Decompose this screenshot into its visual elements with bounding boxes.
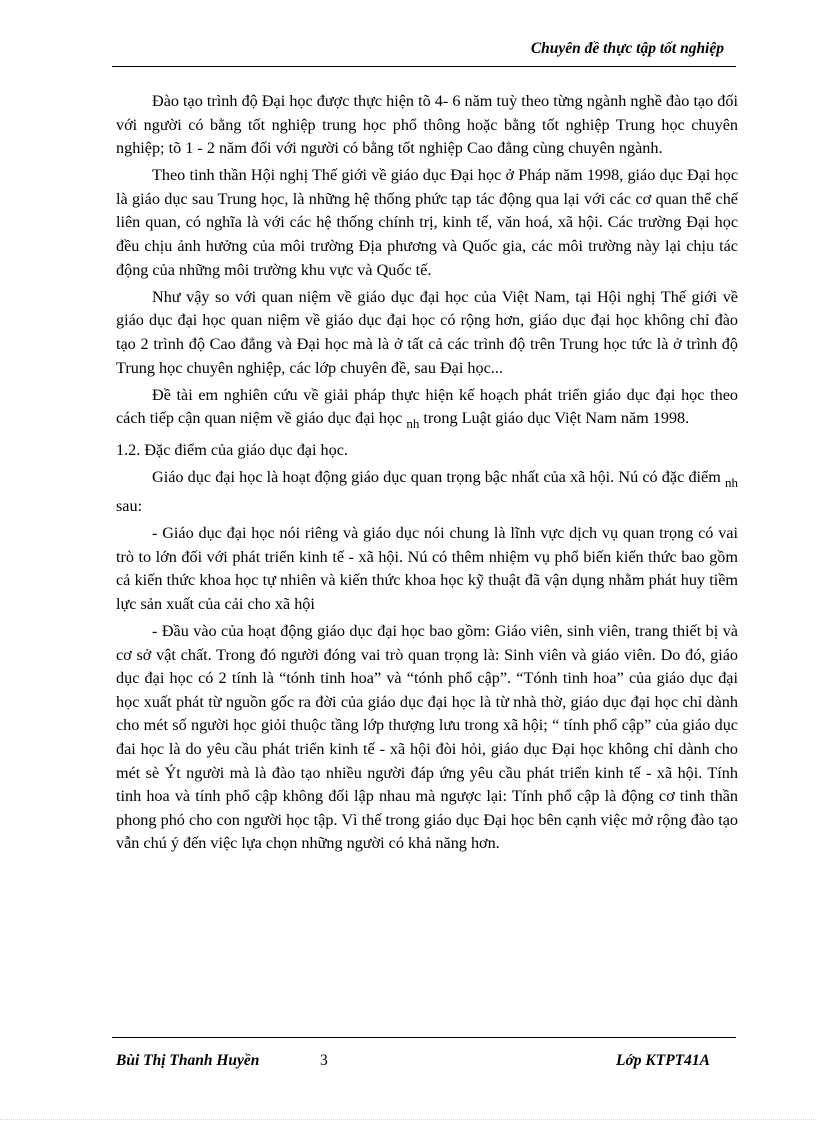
paragraph-5-text-b: sau: [116, 497, 143, 515]
subscript-mark: nh [406, 416, 420, 432]
paragraph-5 [116, 466, 738, 518]
document-body [116, 90, 738, 859]
subscript-mark: nh [725, 475, 739, 491]
header-divider [112, 66, 736, 67]
paragraph-4-text-a: Đề tài em nghiên cứu về giải pháp thực hiện kế hoạch phát triển giáo dục đại học theo cách tiếp cận quan niệm về giáo dục đại học [116, 385, 738, 428]
page-number: 3 [320, 1052, 328, 1069]
footer-class-label: Lớp KTPT41A [616, 1052, 710, 1069]
footer-divider [112, 1037, 736, 1038]
footer-author: Bùi Thị Thanh Huyền [116, 1052, 260, 1069]
paragraph-4-text-b: trong Luật giáo dục Việt Nam [423, 409, 617, 428]
paragraph-2: Theo tinh thần Hội nghị Thế giới về giáo dục Đại học ở Pháp năm 1998, giáo dục Đại học là giáo dục sau Trung học, là những hệ thống phức tạp tác động qua lại với các cơ quan thể chế liên quan, có nghĩa là với các hệ thống chính trị, kinh tế, văn hoá, xã hội. Các trường Đại học đều chịu ảnh hưởng của môi trường Địa phương và Quốc gia, các môi trường này lại chịu tác động của những môi trường khu vực và Quốc tế. [116, 166, 738, 279]
paragraph-7: - Đầu vào của hoạt động giáo dục đại học bao gồm: Giáo viên, sinh viên, trang thiết bị và cơ sở vật chất. Trong đó người đóng vai trò quan trọng là: Sinh viên và giáo viên. Do đó, giáo dục đại học có 2 tính là “tónh tinh hoa” và “tónh phổ cập”. “Tónh tinh hoa” của giáo dục đại học xuất phát từ nguồn gốc ra đời của giáo dục đại học là từ nhà thờ, giáo dục đại học chỉ dành cho mét số người học giỏi thuộc tầng lớp thượng lưu trong xã hội; “ tính phổ cập” của giáo dục đai học là do yêu cầu phát triển kinh tế - xã hội đòi hỏi, giáo dục Đại học không chỉ dành cho mét sè Ýt người mà là đào tạo nhiều người đáp ứng yêu cầu phát triển kinh tế - xã hội. Tính tinh hoa và tính phổ cập không đối lập nhau mà ngược lại: Tính phổ cập là động cơ tinh thần phong phó cho con người học tập. Vì thế trong giáo dục Đại học bên cạnh việc mở rộng đào tạo vẫn chú ý đến việc lựa chọn những người có khả năng hơn. [116, 621, 738, 853]
section-heading: 1.2. Đặc điểm của giáo dục đại học. [116, 441, 348, 460]
paragraph-6: - Giáo dục đại học nói riêng và giáo dục nói chung là lĩnh vực dịch vụ quan trọng có vai trò to lớn đối với phát triển kinh tế - xã hội. Nú có thêm nhiệm vụ phổ biến kiến thức bao gồm cả kiến thức khoa học tự nhiên và kiến thức khoa học kỹ thuật đã vận dụng nhằm phát huy tiềm lực sản xuất của cải cho xã hội [116, 524, 738, 613]
paragraph-4 [116, 384, 738, 436]
paragraph-4-text-c: năm 1998. [620, 409, 690, 428]
paragraph-1: Đào tạo trình độ Đại học được thực hiện tõ 4- 6 năm tuỳ theo từng ngành nghề đào tạo đối với người có bằng tốt nghiệp trung học phổ thông hoặc bằng tốt nghiệp Trung học chuyên nghiệp; tõ 1 - 2 năm đối với người có bằng tốt nghiệp Cao đẳng cùng chuyên ngành. [116, 92, 738, 158]
header-title: Chuyên đề thực tập tốt nghiệp [530, 40, 724, 57]
page-bottom-border [0, 1119, 816, 1120]
paragraph-3: Như vậy so với quan niệm về giáo dục đại học của Việt Nam, tại Hội nghị Thế giới về giáo dục đại học quan niệm về giáo dục đại học có rộng hơn, giáo dục đại học không chỉ đào tạo 2 trình độ Cao đẳng và Đại học mà là ở tất cả các trình độ trên Trung học tức là ở trình độ Trung học chuyên nghiệp, các lớp chuyên đề, sau Đại học... [116, 287, 738, 377]
paragraph-5-text-a: Giáo dục đại học là hoạt động giáo dục quan trọng bậc nhất của xã hội. Nú có đặc điểm [152, 468, 721, 487]
